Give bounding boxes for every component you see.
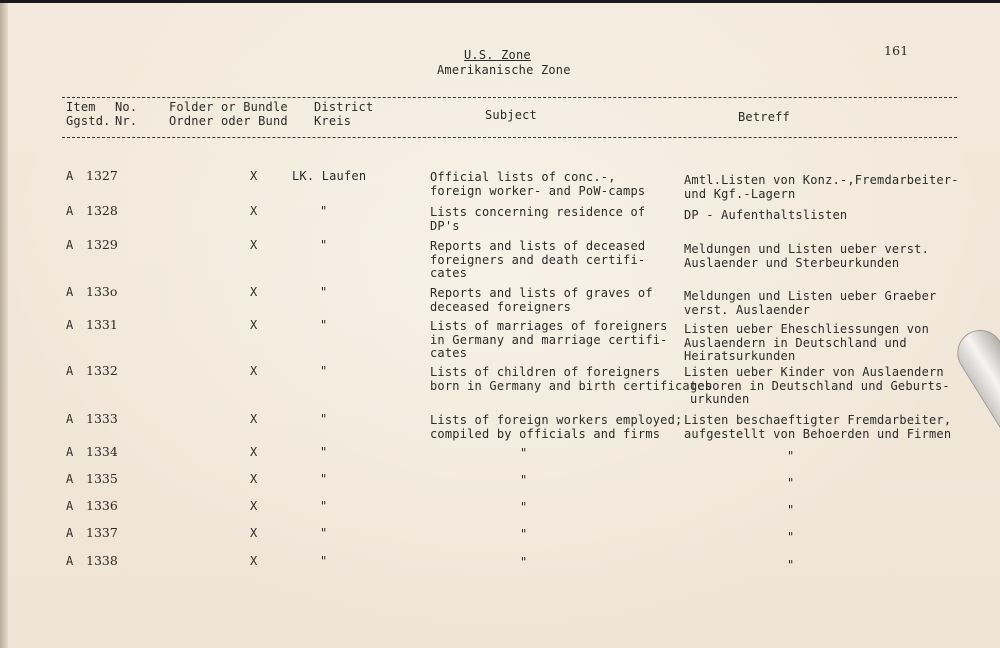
row-folder: X bbox=[250, 169, 258, 183]
row-item: A bbox=[66, 499, 74, 513]
row-folder: X bbox=[250, 445, 258, 459]
row-district: " bbox=[320, 554, 328, 568]
row-folder: X bbox=[250, 472, 258, 486]
row-betreff-line: " bbox=[787, 530, 795, 544]
row-item: A bbox=[66, 412, 74, 426]
row-item: A bbox=[66, 238, 74, 252]
col-item-de: Ggstd. bbox=[66, 114, 111, 128]
col-item-en: Item bbox=[66, 100, 96, 114]
row-subject-line: " bbox=[520, 500, 528, 514]
row-subject-line: foreign worker- and PoW-camps bbox=[430, 183, 646, 198]
page-number: 161 bbox=[884, 43, 909, 58]
header-rule-bottom bbox=[62, 137, 957, 138]
row-folder: X bbox=[250, 364, 258, 378]
row-district: " bbox=[320, 472, 328, 486]
document-page bbox=[0, 3, 1000, 648]
row-district: " bbox=[320, 526, 328, 540]
row-district: LK. Laufen bbox=[292, 169, 367, 183]
row-subject-line: Reports and lists of graves of bbox=[430, 286, 653, 300]
row-betreff-line: Listen ueber Eheschliessungen von bbox=[684, 322, 930, 336]
row-betreff-line: " bbox=[787, 476, 795, 490]
row-number: 1337 bbox=[86, 525, 118, 540]
row-folder: X bbox=[250, 204, 258, 218]
row-betreff-line: geboren in Deutschland und Geburts- bbox=[690, 378, 950, 393]
page-subtitle: Amerikanische Zone bbox=[437, 63, 571, 77]
row-item: A bbox=[66, 472, 74, 486]
row-betreff-line: Listen beschaeftigter Fremdarbeiter, bbox=[684, 413, 952, 427]
row-item: A bbox=[66, 285, 74, 299]
page-title: U.S. Zone bbox=[464, 48, 531, 62]
row-district: " bbox=[320, 499, 328, 513]
row-subject-line: foreigners and death certifi- bbox=[430, 252, 646, 267]
row-betreff-line: " bbox=[787, 503, 795, 517]
row-betreff-line: Amtl.Listen von Konz.-,Fremdarbeiter- bbox=[684, 173, 959, 187]
row-subject-line: Reports and lists of deceased bbox=[430, 239, 646, 253]
row-number: 1336 bbox=[86, 498, 118, 513]
row-district: " bbox=[320, 285, 328, 299]
row-subject-line: " bbox=[520, 473, 528, 487]
col-folder-en: Folder or Bundle bbox=[169, 100, 288, 114]
row-subject-line: " bbox=[520, 555, 528, 569]
row-item: A bbox=[66, 364, 74, 378]
row-item: A bbox=[66, 169, 74, 183]
row-betreff-line: " bbox=[787, 449, 795, 463]
row-number: 1328 bbox=[86, 203, 118, 218]
row-folder: X bbox=[250, 554, 258, 568]
col-no-de: Nr. bbox=[115, 114, 138, 128]
row-district: " bbox=[320, 318, 328, 332]
row-subject-line: Lists concerning residence of bbox=[430, 205, 646, 219]
row-subject-line: compiled by officials and firms bbox=[430, 426, 661, 441]
row-district: " bbox=[320, 412, 328, 426]
col-no-en: No. bbox=[115, 100, 138, 114]
row-item: A bbox=[66, 554, 74, 568]
row-number: 1329 bbox=[86, 237, 118, 252]
row-district: " bbox=[320, 445, 328, 459]
row-district: " bbox=[320, 204, 328, 218]
row-number: 1334 bbox=[86, 444, 118, 459]
row-subject-line: " bbox=[520, 527, 528, 541]
row-subject-line: " bbox=[520, 446, 528, 460]
binding-gutter bbox=[0, 3, 8, 648]
row-subject-line: Lists of children of foreigners bbox=[430, 365, 661, 379]
row-number: 1331 bbox=[86, 317, 118, 332]
row-betreff-line: DP - Aufenthaltslisten bbox=[684, 208, 848, 222]
row-subject-line: born in Germany and birth certificates bbox=[430, 378, 713, 393]
row-subject-line: Lists of marriages of foreigners bbox=[430, 319, 668, 333]
row-item: A bbox=[66, 445, 74, 459]
header-rule-top bbox=[62, 97, 957, 98]
row-folder: X bbox=[250, 499, 258, 513]
row-folder: X bbox=[250, 285, 258, 299]
row-subject-line: Official lists of conc.-, bbox=[430, 170, 616, 184]
row-betreff-line: " bbox=[787, 558, 795, 572]
row-betreff-line: Auslaendern in Deutschland und bbox=[684, 335, 907, 350]
row-number: 1332 bbox=[86, 363, 118, 378]
row-subject-line: deceased foreigners bbox=[430, 299, 572, 314]
row-item: A bbox=[66, 204, 74, 218]
row-betreff-line: Listen ueber Kinder von Auslaendern bbox=[684, 365, 944, 379]
column-header-subject: Subject bbox=[485, 108, 537, 122]
row-folder: X bbox=[250, 412, 258, 426]
row-number: 1338 bbox=[86, 553, 118, 568]
row-district: " bbox=[320, 238, 328, 252]
row-number: 1333 bbox=[86, 411, 118, 426]
col-district-de: Kreis bbox=[314, 114, 352, 128]
row-subject-line: cates bbox=[430, 266, 468, 280]
col-folder-de: Ordner oder Bund bbox=[169, 114, 288, 128]
row-betreff-line: Auslaender und Sterbeurkunden bbox=[684, 255, 900, 270]
row-district: " bbox=[320, 364, 328, 378]
row-betreff-line: Heiratsurkunden bbox=[684, 349, 796, 363]
row-folder: X bbox=[250, 238, 258, 252]
col-district-en: District bbox=[314, 100, 374, 114]
row-betreff-line: aufgestellt von Behoerden und Firmen bbox=[684, 426, 952, 441]
row-subject-line: in Germany and marriage certifi- bbox=[430, 332, 668, 347]
row-number: 1327 bbox=[86, 168, 118, 183]
row-subject-line: Lists of foreign workers employed; bbox=[430, 413, 683, 427]
row-item: A bbox=[66, 318, 74, 332]
row-betreff-line: urkunden bbox=[690, 392, 750, 406]
row-number: 133o bbox=[86, 284, 118, 299]
row-item: A bbox=[66, 526, 74, 540]
row-betreff-line: Meldungen und Listen ueber Graeber bbox=[684, 289, 937, 303]
pen-tip bbox=[950, 323, 1000, 474]
row-betreff-line: verst. Auslaender bbox=[684, 302, 811, 317]
row-folder: X bbox=[250, 318, 258, 332]
row-subject-line: DP's bbox=[430, 218, 460, 233]
row-folder: X bbox=[250, 526, 258, 540]
column-header-betreff: Betreff bbox=[738, 110, 790, 124]
row-number: 1335 bbox=[86, 471, 118, 486]
row-betreff-line: und Kgf.-Lagern bbox=[684, 186, 796, 201]
row-subject-line: cates bbox=[430, 346, 468, 360]
row-betreff-line: Meldungen und Listen ueber verst. bbox=[684, 242, 930, 256]
